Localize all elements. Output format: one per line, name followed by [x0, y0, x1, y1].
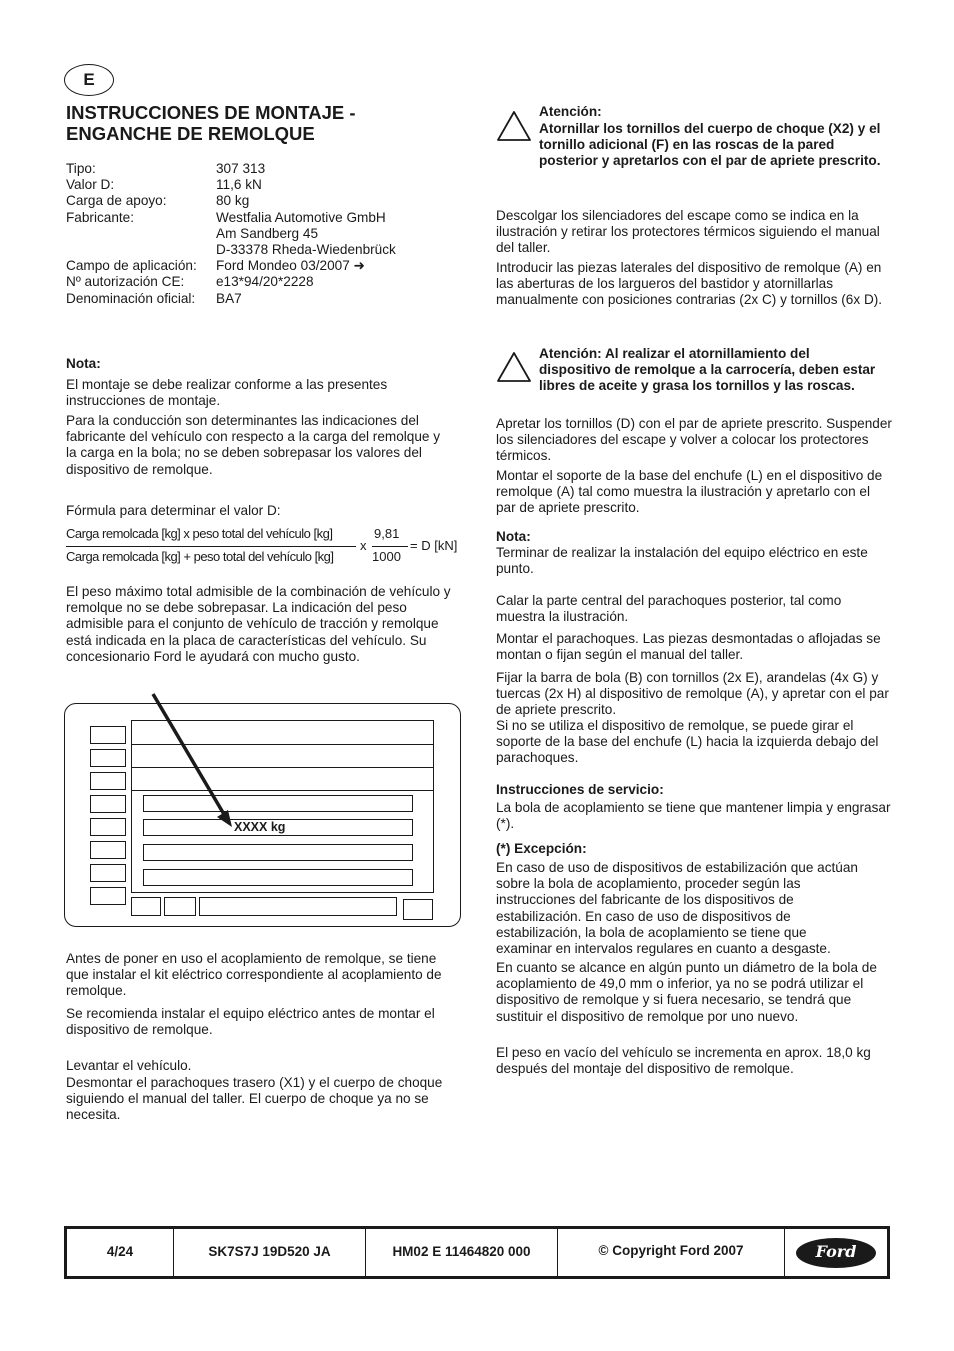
spec-row — [66, 274, 486, 290]
plate-weight-label: XXXX kg — [234, 820, 286, 834]
spec-value: 307 313 — [216, 161, 266, 176]
empty-weight-paragraph: El peso en vacío del vehículo se incrementa en aprox. 18,0 kg después del montaje del dispositivo de remolque. — [496, 1045, 871, 1077]
spec-row — [66, 161, 486, 177]
footer-bar — [64, 1226, 890, 1279]
max-weight-paragraph: El peso máximo total admisible de la combinación de vehículo y remolque no se debe sobrepasar. La indicación del peso admisible para el conjunto de vehículo de tracción y remolque está indicada en la placa de características del vehículo. Su concesionario Ford le ayudará con mucho gusto. — [66, 584, 451, 664]
socket-rotate-paragraph: Si no se utiliza el dispositivo de remolque, se puede girar el soporte de la base del enchufe (L) hacia la izquierda debajo del parachoques. — [496, 718, 879, 766]
footer-part-number: SK7S7J 19D520 JA — [174, 1229, 366, 1276]
nota-paragraph-1: El montaje se debe realizar conforme a las presentes instrucciones de montaje. — [66, 377, 388, 409]
bumper-mount-paragraph: Montar el parachoques. Las piezas desmontadas o aflojadas se montan o fijan según el manual del taller. — [496, 631, 881, 663]
spec-label — [66, 242, 216, 258]
warning-triangle-icon — [496, 110, 532, 142]
warning-1-text: Atornillar los tornillos del cuerpo de choque (X2) y el tornillo adicional (F) en las roscas de la pared posterior y apretarlos con el par de apriete prescrito. — [539, 121, 881, 169]
service-heading: Instrucciones de servicio: — [496, 782, 664, 797]
electric-recommend-paragraph: Se recomienda instalar el equipo eléctrico antes de montar el dispositivo de remolque. — [66, 1006, 435, 1038]
spec-label: Fabricante: — [66, 209, 135, 225]
spec-table — [66, 161, 486, 307]
formula-g-numerator: 9,81 — [374, 526, 400, 541]
formula-intro: Fórmula para determinar el valor D: — [66, 503, 281, 518]
formula-result: = D [kN] — [410, 538, 458, 553]
nota-2-text: Terminar de realizar la instalación del equipo eléctrico en este punto. — [496, 545, 868, 577]
spec-label: Carga de apoyo: — [66, 193, 167, 209]
nota-paragraph-2: Para la conducción son determinantes las indicaciones del fabricante del vehículo con respecto a la carga del remolque y la carga en la bola; no se deben sobrepasar los valores del dispositivo de remolque. — [66, 413, 441, 477]
spec-label: Valor D: — [66, 177, 115, 193]
spec-label: Nº autorización CE: — [66, 274, 185, 290]
exception-text: En caso de uso de dispositivos de estabilización que actúan sobre la bola de acoplamiento, proceder según las instrucciones del fabricante de los dispositivos de estabilización. En caso de uso de dispositivos de estabilización, la bola de acoplamiento se tiene que examinar en intervalos regulares en cuanto a desgaste. — [496, 860, 858, 957]
page-title: INSTRUCCIONES DE MONTAJE - ENGANCHE DE REMOLQUE — [66, 102, 356, 144]
formula-numerator: Carga remolcada [kg] x peso total del vehículo [kg] — [66, 526, 333, 541]
spec-row — [66, 193, 486, 209]
spec-label — [66, 226, 216, 242]
spec-row — [66, 242, 486, 258]
pointer-arrow-icon — [65, 704, 460, 926]
spec-row — [66, 210, 486, 226]
warning-triangle-icon — [496, 351, 532, 383]
footer-copyright: © Copyright Ford 2007 — [558, 1229, 785, 1276]
service-text: La bola de acoplamiento se tiene que mantener limpia y engrasar (*). — [496, 800, 891, 832]
spec-value: Ford Mondeo 03/2007 ➜ — [216, 258, 365, 274]
lift-vehicle-text: Levantar el vehículo. — [66, 1058, 192, 1073]
spec-row — [66, 226, 486, 242]
warning-2-text: Atención: Al realizar el atornillamiento del dispositivo de remolque a la carrocería, deben estar libres de aceite y grasa los tornillos y las roscas. — [539, 346, 876, 394]
ford-logo-cell — [785, 1229, 887, 1276]
ball-bar-paragraph: Fijar la barra de bola (B) con tornillos (2x E), arandelas (4x G) y tuercas (2x H) al dispositivo de remolque (A), y apretar con el par de apriete prescrito. — [496, 670, 889, 718]
silencer-paragraph: Descolgar los silenciadores del escape como se indica en la ilustración y retirar los protectores térmicos siguiendo el manual del taller. — [496, 208, 880, 256]
nota-heading: Nota: — [66, 356, 101, 371]
ford-logo-text: Ford — [815, 1242, 857, 1262]
ball-diameter-paragraph: En cuanto se alcance en algún punto un diámetro de la bola de acoplamiento de 49,0 mm o inferior, ya no se podrá utilizar el dispositivo de remolque y si fuera necesario, se tendrá que sustituir el dispositivo de remolque por uno nuevo. — [496, 960, 877, 1024]
spec-label: Tipo: — [66, 161, 96, 176]
nota-2-heading: Nota: — [496, 529, 531, 544]
d-value-formula — [66, 524, 476, 572]
dismount-paragraph: Desmontar el parachoques trasero (X1) y el cuerpo de choque siguiendo el manual del taller. El cuerpo de choque ya no se necesita. — [66, 1075, 443, 1123]
electric-kit-paragraph: Antes de poner en uso el acoplamiento de remolque, se tiene que instalar el kit eléctrico correspondiente al acoplamiento de remolque. — [66, 951, 442, 999]
exception-heading: (*) Excepción: — [496, 841, 587, 856]
socket-bracket-paragraph: Montar el soporte de la base del enchufe (L) en el dispositivo de remolque (A) tal como muestra la ilustración y apretarlo con el par de apriete prescrito. — [496, 468, 883, 516]
spec-value: Westfalia Automotive GmbH — [216, 209, 386, 225]
spec-row — [66, 291, 486, 307]
formula-g-denominator: 1000 — [372, 549, 401, 564]
spec-value: Am Sandberg 45 — [216, 225, 319, 241]
spec-row — [66, 258, 486, 274]
spec-row — [66, 177, 486, 193]
formula-denominator: Carga remolcada [kg] + peso total del vehículo [kg] — [66, 549, 334, 564]
side-parts-paragraph: Introducir las piezas laterales del dispositivo de remolque (A) en las aberturas de los largueros del bastidor y atornillarlas manualmente con posiciones contrarias (2x C) y tornillos (6x D). — [496, 260, 883, 308]
footer-page-number: 4/24 — [67, 1229, 174, 1276]
language-badge: E — [64, 64, 114, 96]
spec-value: BA7 — [216, 290, 242, 306]
spec-value: D-33378 Rheda-Wiedenbrück — [216, 242, 396, 258]
warning-1-heading: Atención: — [539, 104, 602, 119]
formula-times: x — [360, 538, 366, 553]
footer-doc-number: HM02 E 11464820 000 — [366, 1229, 558, 1276]
vehicle-plate-illustration — [64, 703, 461, 927]
spec-label: Campo de aplicación: — [66, 258, 197, 274]
bumper-center-paragraph: Calar la parte central del parachoques posterior, tal como muestra la ilustración. — [496, 593, 842, 625]
spec-value: 80 kg — [216, 193, 250, 209]
fraction-line — [66, 546, 356, 547]
spec-label: Denominación oficial: — [66, 290, 196, 306]
spec-value: 11,6 kN — [216, 177, 262, 193]
ford-logo-icon — [796, 1238, 876, 1268]
fraction-line — [372, 546, 408, 547]
spec-value: e13*94/20*2228 — [216, 274, 314, 290]
tighten-paragraph: Apretar los tornillos (D) con el par de apriete prescrito. Suspender los silenciadores del escape y volver a colocar los protectores térmicos. — [496, 416, 892, 464]
